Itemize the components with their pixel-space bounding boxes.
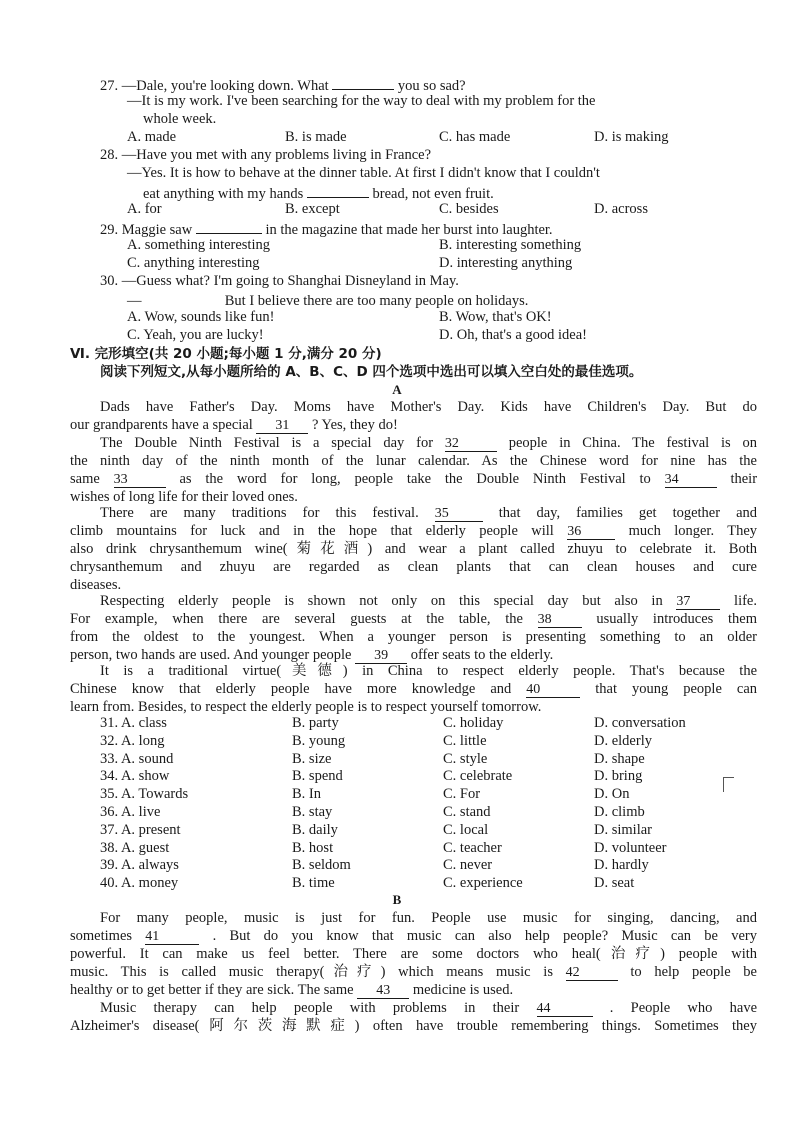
passage-text: their	[730, 471, 758, 487]
section-heading: Ⅵ. 完形填空(共 20 小题;每小题 1 分,满分 20 分)	[70, 346, 382, 362]
passage-text: person, two hands are used. And younger people	[70, 647, 352, 663]
passage-text: climb mountains for luck and in the hope that elderly people will	[70, 523, 554, 539]
option-a: 33. A. sound	[100, 750, 174, 767]
blank-33: 33	[114, 472, 166, 488]
passage-line: powerful. It can make us feel better. There are some doctors who heal(治疗) people with	[70, 946, 757, 962]
passage-line: diseases.	[70, 577, 122, 593]
blank-41: 41	[145, 929, 199, 945]
option-c: C. For	[443, 786, 481, 803]
answer-blank	[196, 218, 262, 234]
passage-line: wishes of long life for their loved ones.	[70, 489, 298, 505]
question-28	[100, 146, 431, 164]
option-b: B. In	[292, 786, 321, 803]
option-a: 39. A. always	[100, 857, 179, 874]
option-d: D. On	[594, 786, 630, 803]
answer-blank	[145, 290, 221, 305]
passage-text: that young people can	[595, 681, 758, 697]
option-d: D. shape	[594, 750, 645, 767]
option-a: 31. A. class	[100, 715, 167, 731]
answer-blank	[307, 182, 369, 198]
passage-line: chrysanthemum and zhuyu are regarded as clean plants that can clean houses and cure	[70, 559, 757, 575]
option-d: D. conversation	[594, 715, 686, 731]
option-d: D. similar	[594, 821, 652, 838]
passage-text: life.	[734, 593, 757, 609]
passage-text: as the word for long, people take the Double Ninth Festival to	[179, 471, 651, 487]
passage-line	[70, 416, 398, 434]
question-text: —Yes. It is how to behave at the dinner table. At first I didn't know that I couldn't	[127, 165, 600, 181]
question-30	[100, 272, 459, 290]
passage-text: much longer. They	[628, 523, 758, 539]
section-instruction: 阅读下列短文,从每小题所给的 A、B、C、D 四个选项中选出可以填入空白处的最佳选项。	[100, 364, 643, 380]
question-text: in the magazine that made her burst into laughter.	[265, 222, 553, 238]
blank-44: 44	[537, 1001, 593, 1017]
option-b: B. host	[292, 839, 334, 856]
passage-line	[70, 927, 757, 945]
passage-text: There are many traditions for this festival.	[100, 505, 419, 521]
option-d: D. Oh, that's a good idea!	[439, 327, 587, 343]
passage-text: The Double Ninth Festival is a special day for	[100, 435, 434, 451]
passage-text: same	[70, 471, 100, 487]
blank-39: 39	[355, 648, 407, 664]
question-text-part: eat anything with my hands	[143, 186, 304, 202]
passage-text: medicine is used.	[412, 982, 514, 998]
passage-line	[70, 981, 513, 999]
option-a: A. made	[127, 129, 177, 145]
option-c: C. experience	[443, 875, 523, 892]
question-number: 29.	[100, 222, 119, 238]
option-b: B. except	[285, 201, 340, 217]
option-a: 38. A. guest	[100, 839, 170, 856]
blank-35: 35	[435, 506, 483, 522]
passage-label: A	[392, 382, 402, 397]
passage-line	[70, 963, 757, 981]
passage-text: Respecting elderly people is shown not only on this special day but also in	[100, 593, 663, 609]
passage-text: . But do you know that music can also help people? Music can be very	[212, 928, 758, 944]
blank-40: 40	[526, 682, 580, 698]
option-c: C. celebrate	[443, 768, 513, 785]
option-b: B. stay	[292, 804, 333, 820]
option-b: B. party	[292, 715, 339, 731]
answer-blank	[332, 74, 394, 90]
option-d: D. bring	[594, 768, 643, 785]
option-d: D. volunteer	[594, 839, 667, 856]
option-b: B. interesting something	[439, 237, 582, 253]
passage-line: It is a traditional virtue(美德) in China to respect elderly people. That's because the	[100, 663, 757, 679]
question-text	[127, 290, 528, 310]
passage-text: Music therapy can help people with problems in their	[100, 1000, 520, 1016]
blank-38: 38	[538, 612, 582, 628]
option-a: 34. A. show	[100, 768, 170, 785]
option-c: C. style	[443, 750, 488, 767]
blank-34: 34	[665, 472, 717, 488]
option-b: B. time	[292, 875, 335, 892]
option-b: B. Wow, that's OK!	[439, 309, 552, 325]
option-c: C. little	[443, 732, 487, 749]
option-b: B. young	[292, 732, 346, 749]
question-number: 28.	[100, 147, 119, 163]
blank-31: 31	[256, 418, 308, 434]
option-d: D. across	[594, 201, 648, 217]
passage-text: . People who have	[609, 1000, 758, 1016]
scan-mark	[723, 777, 734, 792]
passage-text: ? Yes, they do!	[312, 417, 398, 433]
question-number: 27.	[100, 78, 119, 94]
passage-line	[70, 610, 757, 628]
question-text: —Guess what? I'm going to Shanghai Disneyland in May.	[121, 273, 459, 289]
question-text-part: But I believe there are too many people on holidays.	[224, 293, 529, 309]
question-text-part: bread, not even fruit.	[372, 186, 494, 202]
option-a: 36. A. live	[100, 804, 161, 820]
passage-line: the ninth day of the ninth month of the lunar calendar. As the Chinese word for nine has the	[70, 453, 757, 469]
passage-text: usually introduces them	[596, 611, 758, 627]
passage-text: healthy or to get better if they are sick. The same	[70, 982, 354, 998]
passage-line	[100, 434, 757, 452]
question-number: 30.	[100, 273, 119, 289]
passage-text: that day, families get together and	[498, 505, 758, 521]
question-text: Maggie saw	[121, 222, 193, 238]
question-text: you so sad?	[397, 78, 466, 94]
blank-43: 43	[357, 983, 409, 999]
option-c: C. Yeah, you are lucky!	[127, 327, 264, 343]
option-d: D. is making	[594, 129, 669, 145]
passage-text: to help people be	[630, 964, 757, 980]
blank-32: 32	[445, 436, 497, 452]
option-a: A. Wow, sounds like fun!	[127, 309, 275, 325]
passage-text: music. This is called music therapy(治疗) which means music is	[70, 964, 553, 980]
option-c: C. stand	[443, 804, 491, 820]
option-d: D. hardly	[594, 857, 649, 874]
option-d: D. climb	[594, 804, 645, 820]
option-d: D. seat	[594, 875, 635, 892]
blank-37: 37	[676, 594, 720, 610]
blank-36: 36	[567, 524, 615, 540]
passage-text: Chinese know that elderly people have more knowledge and	[70, 681, 512, 697]
passage-line: also drink chrysanthemum wine(菊花酒) and wear a plant called zhuyu to celebrate it. Both	[70, 541, 757, 557]
passage-text: offer seats to the elderly.	[410, 647, 554, 663]
passage-line: from the oldest to the youngest. When a younger person is presenting something to an older	[70, 629, 757, 645]
passage-line	[70, 470, 757, 488]
passage-line: For many people, music is just for fun. People use music for singing, dancing, and	[100, 910, 757, 926]
passage-line	[70, 522, 757, 540]
passage-line	[70, 680, 757, 698]
option-c: C. never	[443, 857, 493, 874]
question-text: —It is my work. I've been searching for the way to deal with my problem for the	[127, 93, 596, 109]
passage-label: B	[392, 892, 402, 907]
option-a: 32. A. long	[100, 732, 165, 749]
passage-line: Dads have Father's Day. Moms have Mother's Day. Kids have Children's Day. But do	[100, 399, 757, 415]
option-b: B. spend	[292, 768, 343, 785]
question-text: whole week.	[143, 111, 217, 127]
option-a: A. something interesting	[127, 237, 270, 253]
passage-line: learn from. Besides, to respect the elderly people is to respect yourself tomorrow.	[70, 699, 542, 715]
question-text-part: —	[127, 293, 142, 309]
passage-text: sometimes	[70, 928, 133, 944]
blank-42: 42	[566, 965, 618, 981]
passage-line: Alzheimer's disease(阿尔茨海默症) often have trouble remembering things. Sometimes they	[70, 1018, 757, 1034]
option-c: C. anything interesting	[127, 255, 260, 271]
option-c: C. besides	[439, 201, 499, 217]
question-text: —Dale, you're looking down. What	[121, 78, 329, 94]
option-c: C. has made	[439, 129, 511, 145]
option-d: D. elderly	[594, 732, 652, 749]
option-a: 40. A. money	[100, 875, 179, 892]
option-b: B. daily	[292, 821, 338, 838]
option-b: B. seldom	[292, 857, 351, 874]
passage-line	[100, 504, 757, 522]
passage-text: people in China. The festival is on	[508, 435, 758, 451]
option-c: C. local	[443, 821, 489, 838]
option-d: D. interesting anything	[439, 255, 573, 271]
option-a: A. for	[127, 201, 162, 217]
option-a: 37. A. present	[100, 821, 181, 838]
passage-text: our grandparents have a special	[70, 417, 253, 433]
option-a: 35. A. Towards	[100, 786, 189, 803]
passage-line	[100, 999, 757, 1017]
passage-text: For example, when there are several guests at the table, the	[70, 611, 523, 627]
option-b: B. is made	[285, 129, 347, 145]
question-text: —Have you met with any problems living in France?	[121, 147, 432, 163]
option-c: C. teacher	[443, 839, 502, 856]
option-b: B. size	[292, 750, 332, 767]
passage-line	[100, 592, 757, 610]
option-c: C. holiday	[443, 715, 504, 731]
